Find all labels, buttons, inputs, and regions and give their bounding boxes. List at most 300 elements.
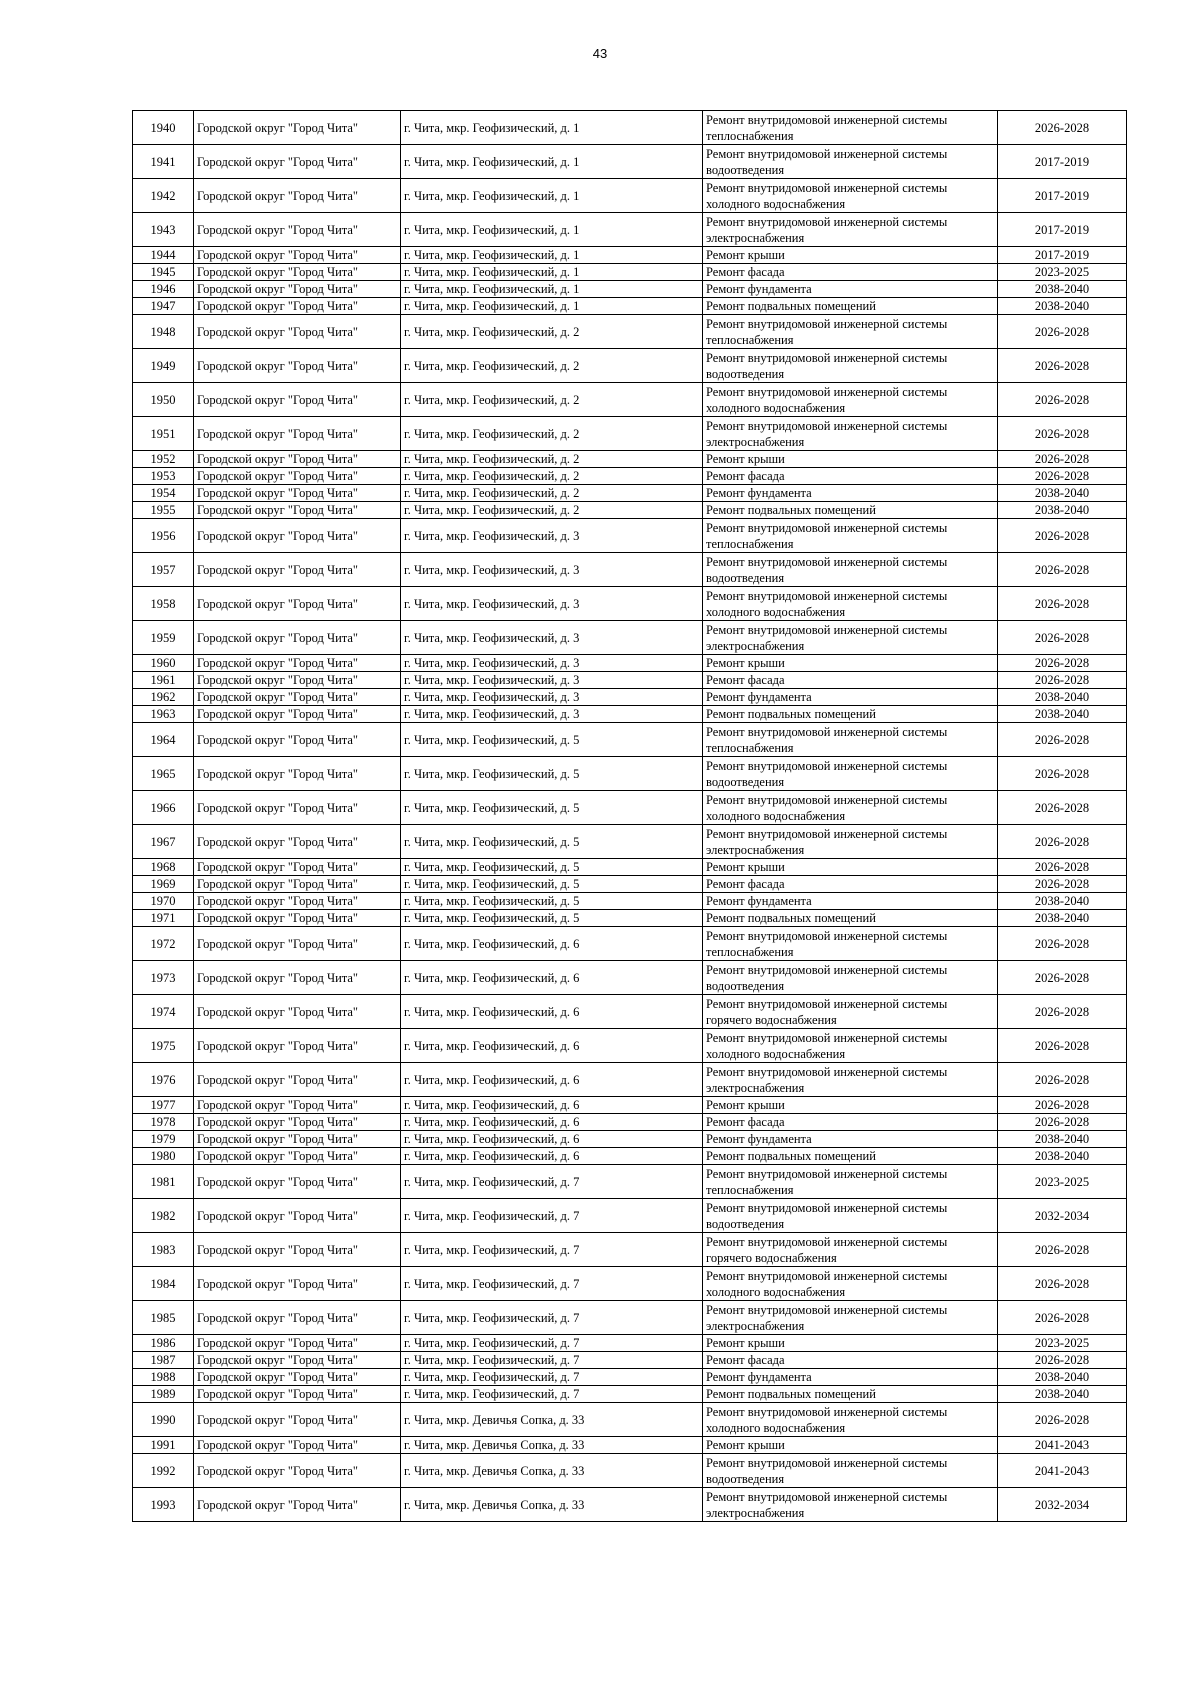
- municipality-cell: Городской округ "Город Чита": [194, 553, 401, 587]
- municipality-cell: Городской округ "Город Чита": [194, 315, 401, 349]
- municipality-cell: Городской округ "Город Чита": [194, 179, 401, 213]
- municipality-cell: Городской округ "Город Чита": [194, 587, 401, 621]
- address-cell: г. Чита, мкр. Геофизический, д. 6: [401, 1097, 703, 1114]
- table-row: [133, 1437, 1127, 1454]
- municipality-cell: Городской округ "Город Чита": [194, 1352, 401, 1369]
- municipality-cell: Городской округ "Город Чита": [194, 655, 401, 672]
- table-row: [133, 485, 1127, 502]
- table-row: [133, 995, 1127, 1029]
- row-number-cell: 1967: [133, 825, 194, 859]
- municipality-cell: Городской округ "Город Чита": [194, 451, 401, 468]
- row-number-cell: 1940: [133, 111, 194, 145]
- period-cell: 2026-2028: [998, 417, 1127, 451]
- table-row: [133, 213, 1127, 247]
- period-cell: 2026-2028: [998, 349, 1127, 383]
- period-cell: 2023-2025: [998, 1165, 1127, 1199]
- row-number-cell: 1958: [133, 587, 194, 621]
- row-number-cell: 1982: [133, 1199, 194, 1233]
- table-row: [133, 1165, 1127, 1199]
- period-cell: 2026-2028: [998, 791, 1127, 825]
- period-cell: 2026-2028: [998, 757, 1127, 791]
- municipality-cell: Городской округ "Город Чита": [194, 213, 401, 247]
- address-cell: г. Чита, мкр. Геофизический, д. 1: [401, 298, 703, 315]
- table-row: [133, 723, 1127, 757]
- row-number-cell: 1962: [133, 689, 194, 706]
- table-row: [133, 451, 1127, 468]
- period-cell: 2026-2028: [998, 1233, 1127, 1267]
- table-row: [133, 264, 1127, 281]
- work-type-cell: Ремонт крыши: [703, 1335, 998, 1352]
- municipality-cell: Городской округ "Город Чита": [194, 1199, 401, 1233]
- address-cell: г. Чита, мкр. Геофизический, д. 3: [401, 706, 703, 723]
- row-number-cell: 1957: [133, 553, 194, 587]
- work-type-cell: Ремонт внутридомовой инженерной системы теплоснабжения: [703, 723, 998, 757]
- work-type-cell: Ремонт внутридомовой инженерной системы электроснабжения: [703, 213, 998, 247]
- municipality-cell: Городской округ "Город Чита": [194, 1097, 401, 1114]
- work-type-cell: Ремонт фундамента: [703, 281, 998, 298]
- period-cell: 2038-2040: [998, 1369, 1127, 1386]
- table-row: [133, 672, 1127, 689]
- municipality-cell: Городской округ "Город Чита": [194, 1335, 401, 1352]
- work-type-cell: Ремонт крыши: [703, 247, 998, 264]
- period-cell: 2026-2028: [998, 859, 1127, 876]
- period-cell: 2026-2028: [998, 315, 1127, 349]
- address-cell: г. Чита, мкр. Геофизический, д. 6: [401, 1029, 703, 1063]
- period-cell: 2026-2028: [998, 519, 1127, 553]
- address-cell: г. Чита, мкр. Геофизический, д. 1: [401, 247, 703, 264]
- address-cell: г. Чита, мкр. Геофизический, д. 3: [401, 519, 703, 553]
- municipality-cell: Городской округ "Город Чита": [194, 791, 401, 825]
- address-cell: г. Чита, мкр. Геофизический, д. 3: [401, 621, 703, 655]
- work-type-cell: Ремонт крыши: [703, 859, 998, 876]
- work-type-cell: Ремонт фасада: [703, 1352, 998, 1369]
- address-cell: г. Чита, мкр. Геофизический, д. 6: [401, 961, 703, 995]
- address-cell: г. Чита, мкр. Геофизический, д. 2: [401, 383, 703, 417]
- table-row: [133, 298, 1127, 315]
- address-cell: г. Чита, мкр. Геофизический, д. 7: [401, 1233, 703, 1267]
- table-row: [133, 247, 1127, 264]
- period-cell: 2026-2028: [998, 1267, 1127, 1301]
- row-number-cell: 1973: [133, 961, 194, 995]
- row-number-cell: 1944: [133, 247, 194, 264]
- row-number-cell: 1942: [133, 179, 194, 213]
- municipality-cell: Городской округ "Город Чита": [194, 1488, 401, 1522]
- row-number-cell: 1987: [133, 1352, 194, 1369]
- work-type-cell: Ремонт внутридомовой инженерной системы холодного водоснабжения: [703, 587, 998, 621]
- table-row: [133, 1488, 1127, 1522]
- address-cell: г. Чита, мкр. Геофизический, д. 2: [401, 417, 703, 451]
- work-type-cell: Ремонт подвальных помещений: [703, 910, 998, 927]
- row-number-cell: 1981: [133, 1165, 194, 1199]
- work-type-cell: Ремонт крыши: [703, 451, 998, 468]
- work-type-cell: Ремонт внутридомовой инженерной системы теплоснабжения: [703, 519, 998, 553]
- work-type-cell: Ремонт внутридомовой инженерной системы теплоснабжения: [703, 111, 998, 145]
- address-cell: г. Чита, мкр. Геофизический, д. 7: [401, 1386, 703, 1403]
- row-number-cell: 1961: [133, 672, 194, 689]
- row-number-cell: 1976: [133, 1063, 194, 1097]
- address-cell: г. Чита, мкр. Геофизический, д. 7: [401, 1199, 703, 1233]
- row-number-cell: 1965: [133, 757, 194, 791]
- period-cell: 2041-2043: [998, 1454, 1127, 1488]
- row-number-cell: 1941: [133, 145, 194, 179]
- municipality-cell: Городской округ "Город Чита": [194, 349, 401, 383]
- period-cell: 2038-2040: [998, 281, 1127, 298]
- period-cell: 2026-2028: [998, 723, 1127, 757]
- address-cell: г. Чита, мкр. Геофизический, д. 2: [401, 502, 703, 519]
- table-row: [133, 281, 1127, 298]
- repair-schedule-table: [132, 110, 1127, 1522]
- period-cell: 2038-2040: [998, 910, 1127, 927]
- address-cell: г. Чита, мкр. Геофизический, д. 1: [401, 213, 703, 247]
- period-cell: 2026-2028: [998, 927, 1127, 961]
- table-row: [133, 706, 1127, 723]
- row-number-cell: 1988: [133, 1369, 194, 1386]
- row-number-cell: 1980: [133, 1148, 194, 1165]
- row-number-cell: 1974: [133, 995, 194, 1029]
- period-cell: 2038-2040: [998, 1131, 1127, 1148]
- municipality-cell: Городской округ "Город Чита": [194, 893, 401, 910]
- period-cell: 2017-2019: [998, 179, 1127, 213]
- work-type-cell: Ремонт фасада: [703, 264, 998, 281]
- work-type-cell: Ремонт фундамента: [703, 1369, 998, 1386]
- row-number-cell: 1978: [133, 1114, 194, 1131]
- table-row: [133, 417, 1127, 451]
- work-type-cell: Ремонт внутридомовой инженерной системы холодного водоснабжения: [703, 383, 998, 417]
- address-cell: г. Чита, мкр. Геофизический, д. 5: [401, 825, 703, 859]
- period-cell: 2026-2028: [998, 468, 1127, 485]
- period-cell: 2026-2028: [998, 1403, 1127, 1437]
- municipality-cell: Городской округ "Город Чита": [194, 111, 401, 145]
- row-number-cell: 1984: [133, 1267, 194, 1301]
- municipality-cell: Городской округ "Город Чита": [194, 383, 401, 417]
- table-row: [133, 1114, 1127, 1131]
- period-cell: 2026-2028: [998, 383, 1127, 417]
- period-cell: 2026-2028: [998, 1352, 1127, 1369]
- period-cell: 2026-2028: [998, 1301, 1127, 1335]
- address-cell: г. Чита, мкр. Геофизический, д. 3: [401, 672, 703, 689]
- row-number-cell: 1954: [133, 485, 194, 502]
- address-cell: г. Чита, мкр. Геофизический, д. 3: [401, 587, 703, 621]
- period-cell: 2038-2040: [998, 689, 1127, 706]
- municipality-cell: Городской округ "Город Чита": [194, 1369, 401, 1386]
- row-number-cell: 1985: [133, 1301, 194, 1335]
- address-cell: г. Чита, мкр. Геофизический, д. 6: [401, 1148, 703, 1165]
- row-number-cell: 1971: [133, 910, 194, 927]
- municipality-cell: Городской округ "Город Чита": [194, 1165, 401, 1199]
- table-row: [133, 111, 1127, 145]
- municipality-cell: Городской округ "Город Чита": [194, 468, 401, 485]
- address-cell: г. Чита, мкр. Геофизический, д. 7: [401, 1369, 703, 1386]
- work-type-cell: Ремонт внутридомовой инженерной системы теплоснабжения: [703, 927, 998, 961]
- work-type-cell: Ремонт внутридомовой инженерной системы водоотведения: [703, 961, 998, 995]
- table-row: [133, 1148, 1127, 1165]
- municipality-cell: Городской округ "Город Чита": [194, 1437, 401, 1454]
- period-cell: 2032-2034: [998, 1488, 1127, 1522]
- row-number-cell: 1963: [133, 706, 194, 723]
- municipality-cell: Городской округ "Город Чита": [194, 723, 401, 757]
- municipality-cell: Городской округ "Город Чита": [194, 757, 401, 791]
- address-cell: г. Чита, мкр. Девичья Сопка, д. 33: [401, 1403, 703, 1437]
- address-cell: г. Чита, мкр. Геофизический, д. 1: [401, 281, 703, 298]
- period-cell: 2032-2034: [998, 1199, 1127, 1233]
- municipality-cell: Городской округ "Город Чита": [194, 298, 401, 315]
- work-type-cell: Ремонт внутридомовой инженерной системы холодного водоснабжения: [703, 1029, 998, 1063]
- table-row: [133, 519, 1127, 553]
- address-cell: г. Чита, мкр. Геофизический, д. 5: [401, 893, 703, 910]
- address-cell: г. Чита, мкр. Геофизический, д. 7: [401, 1165, 703, 1199]
- period-cell: 2026-2028: [998, 876, 1127, 893]
- address-cell: г. Чита, мкр. Геофизический, д. 5: [401, 791, 703, 825]
- period-cell: 2026-2028: [998, 1063, 1127, 1097]
- row-number-cell: 1969: [133, 876, 194, 893]
- row-number-cell: 1950: [133, 383, 194, 417]
- table-row: [133, 1199, 1127, 1233]
- row-number-cell: 1951: [133, 417, 194, 451]
- table-row: [133, 1335, 1127, 1352]
- work-type-cell: Ремонт подвальных помещений: [703, 1148, 998, 1165]
- table-row: [133, 1454, 1127, 1488]
- table-row: [133, 1403, 1127, 1437]
- municipality-cell: Городской округ "Город Чита": [194, 264, 401, 281]
- period-cell: 2026-2028: [998, 655, 1127, 672]
- period-cell: 2038-2040: [998, 502, 1127, 519]
- municipality-cell: Городской округ "Город Чита": [194, 1386, 401, 1403]
- table-row: [133, 383, 1127, 417]
- table-row: [133, 1301, 1127, 1335]
- work-type-cell: Ремонт внутридомовой инженерной системы электроснабжения: [703, 1488, 998, 1522]
- table-row: [133, 757, 1127, 791]
- work-type-cell: Ремонт фасада: [703, 468, 998, 485]
- address-cell: г. Чита, мкр. Геофизический, д. 6: [401, 1063, 703, 1097]
- row-number-cell: 1970: [133, 893, 194, 910]
- work-type-cell: Ремонт внутридомовой инженерной системы электроснабжения: [703, 621, 998, 655]
- table-row: [133, 179, 1127, 213]
- row-number-cell: 1964: [133, 723, 194, 757]
- address-cell: г. Чита, мкр. Геофизический, д. 3: [401, 689, 703, 706]
- row-number-cell: 1968: [133, 859, 194, 876]
- municipality-cell: Городской округ "Город Чита": [194, 876, 401, 893]
- municipality-cell: Городской округ "Город Чита": [194, 247, 401, 264]
- table-row: [133, 655, 1127, 672]
- work-type-cell: Ремонт внутридомовой инженерной системы горячего водоснабжения: [703, 995, 998, 1029]
- municipality-cell: Городской округ "Город Чита": [194, 519, 401, 553]
- row-number-cell: 1953: [133, 468, 194, 485]
- table-row: [133, 910, 1127, 927]
- address-cell: г. Чита, мкр. Геофизический, д. 7: [401, 1352, 703, 1369]
- municipality-cell: Городской округ "Город Чита": [194, 281, 401, 298]
- municipality-cell: Городской округ "Город Чита": [194, 1301, 401, 1335]
- address-cell: г. Чита, мкр. Геофизический, д. 6: [401, 1114, 703, 1131]
- municipality-cell: Городской округ "Город Чита": [194, 995, 401, 1029]
- work-type-cell: Ремонт внутридомовой инженерной системы водоотведения: [703, 349, 998, 383]
- address-cell: г. Чита, мкр. Геофизический, д. 5: [401, 859, 703, 876]
- table-row: [133, 621, 1127, 655]
- table-row: [133, 825, 1127, 859]
- work-type-cell: Ремонт внутридомовой инженерной системы холодного водоснабжения: [703, 791, 998, 825]
- municipality-cell: Городской округ "Город Чита": [194, 1063, 401, 1097]
- work-type-cell: Ремонт крыши: [703, 655, 998, 672]
- row-number-cell: 1956: [133, 519, 194, 553]
- row-number-cell: 1966: [133, 791, 194, 825]
- address-cell: г. Чита, мкр. Геофизический, д. 6: [401, 927, 703, 961]
- period-cell: 2023-2025: [998, 1335, 1127, 1352]
- table-row: [133, 587, 1127, 621]
- period-cell: 2023-2025: [998, 264, 1127, 281]
- period-cell: 2017-2019: [998, 213, 1127, 247]
- address-cell: г. Чита, мкр. Геофизический, д. 7: [401, 1267, 703, 1301]
- work-type-cell: Ремонт внутридомовой инженерной системы теплоснабжения: [703, 315, 998, 349]
- row-number-cell: 1949: [133, 349, 194, 383]
- table-body: [133, 111, 1127, 1522]
- row-number-cell: 1986: [133, 1335, 194, 1352]
- row-number-cell: 1977: [133, 1097, 194, 1114]
- municipality-cell: Городской округ "Город Чита": [194, 1029, 401, 1063]
- municipality-cell: Городской округ "Город Чита": [194, 1131, 401, 1148]
- table-row: [133, 689, 1127, 706]
- row-number-cell: 1989: [133, 1386, 194, 1403]
- work-type-cell: Ремонт внутридомовой инженерной системы водоотведения: [703, 1454, 998, 1488]
- work-type-cell: Ремонт фасада: [703, 1114, 998, 1131]
- address-cell: г. Чита, мкр. Геофизический, д. 6: [401, 995, 703, 1029]
- municipality-cell: Городской округ "Город Чита": [194, 145, 401, 179]
- address-cell: г. Чита, мкр. Геофизический, д. 5: [401, 876, 703, 893]
- table-row: [133, 468, 1127, 485]
- period-cell: 2026-2028: [998, 111, 1127, 145]
- table-row: [133, 876, 1127, 893]
- municipality-cell: Городской округ "Город Чита": [194, 910, 401, 927]
- row-number-cell: 1979: [133, 1131, 194, 1148]
- period-cell: 2026-2028: [998, 961, 1127, 995]
- row-number-cell: 1960: [133, 655, 194, 672]
- municipality-cell: Городской округ "Город Чита": [194, 485, 401, 502]
- table-row: [133, 1233, 1127, 1267]
- address-cell: г. Чита, мкр. Геофизический, д. 2: [401, 451, 703, 468]
- municipality-cell: Городской округ "Город Чита": [194, 859, 401, 876]
- period-cell: 2038-2040: [998, 893, 1127, 910]
- work-type-cell: Ремонт внутридомовой инженерной системы водоотведения: [703, 553, 998, 587]
- municipality-cell: Городской округ "Город Чита": [194, 1454, 401, 1488]
- municipality-cell: Городской округ "Город Чита": [194, 825, 401, 859]
- period-cell: 2038-2040: [998, 1148, 1127, 1165]
- work-type-cell: Ремонт внутридомовой инженерной системы горячего водоснабжения: [703, 1233, 998, 1267]
- work-type-cell: Ремонт внутридомовой инженерной системы электроснабжения: [703, 1063, 998, 1097]
- address-cell: г. Чита, мкр. Геофизический, д. 5: [401, 910, 703, 927]
- period-cell: 2041-2043: [998, 1437, 1127, 1454]
- address-cell: г. Чита, мкр. Геофизический, д. 5: [401, 757, 703, 791]
- work-type-cell: Ремонт подвальных помещений: [703, 706, 998, 723]
- address-cell: г. Чита, мкр. Геофизический, д. 1: [401, 111, 703, 145]
- row-number-cell: 1948: [133, 315, 194, 349]
- work-type-cell: Ремонт подвальных помещений: [703, 1386, 998, 1403]
- address-cell: г. Чита, мкр. Геофизический, д. 6: [401, 1131, 703, 1148]
- work-type-cell: Ремонт внутридомовой инженерной системы холодного водоснабжения: [703, 179, 998, 213]
- table-row: [133, 859, 1127, 876]
- period-cell: 2026-2028: [998, 672, 1127, 689]
- municipality-cell: Городской округ "Город Чита": [194, 1148, 401, 1165]
- work-type-cell: Ремонт крыши: [703, 1097, 998, 1114]
- address-cell: г. Чита, мкр. Геофизический, д. 3: [401, 655, 703, 672]
- row-number-cell: 1947: [133, 298, 194, 315]
- row-number-cell: 1993: [133, 1488, 194, 1522]
- table-row: [133, 893, 1127, 910]
- period-cell: 2026-2028: [998, 1114, 1127, 1131]
- period-cell: 2017-2019: [998, 145, 1127, 179]
- work-type-cell: Ремонт крыши: [703, 1437, 998, 1454]
- period-cell: 2038-2040: [998, 1386, 1127, 1403]
- work-type-cell: Ремонт внутридомовой инженерной системы водоотведения: [703, 145, 998, 179]
- row-number-cell: 1991: [133, 1437, 194, 1454]
- row-number-cell: 1992: [133, 1454, 194, 1488]
- table-row: [133, 553, 1127, 587]
- municipality-cell: Городской округ "Город Чита": [194, 1267, 401, 1301]
- municipality-cell: Городской округ "Город Чита": [194, 417, 401, 451]
- period-cell: 2026-2028: [998, 553, 1127, 587]
- period-cell: 2026-2028: [998, 451, 1127, 468]
- municipality-cell: Городской округ "Город Чита": [194, 689, 401, 706]
- work-type-cell: Ремонт внутридомовой инженерной системы электроснабжения: [703, 1301, 998, 1335]
- table-row: [133, 961, 1127, 995]
- period-cell: 2017-2019: [998, 247, 1127, 264]
- row-number-cell: 1952: [133, 451, 194, 468]
- address-cell: г. Чита, мкр. Девичья Сопка, д. 33: [401, 1437, 703, 1454]
- table-row: [133, 1267, 1127, 1301]
- table-row: [133, 145, 1127, 179]
- table-row: [133, 1097, 1127, 1114]
- address-cell: г. Чита, мкр. Геофизический, д. 1: [401, 264, 703, 281]
- work-type-cell: Ремонт фундамента: [703, 1131, 998, 1148]
- row-number-cell: 1959: [133, 621, 194, 655]
- table-row: [133, 1369, 1127, 1386]
- work-type-cell: Ремонт фундамента: [703, 893, 998, 910]
- period-cell: 2026-2028: [998, 587, 1127, 621]
- table-row: [133, 349, 1127, 383]
- row-number-cell: 1955: [133, 502, 194, 519]
- work-type-cell: Ремонт внутридомовой инженерной системы электроснабжения: [703, 417, 998, 451]
- work-type-cell: Ремонт внутридомовой инженерной системы холодного водоснабжения: [703, 1403, 998, 1437]
- address-cell: г. Чита, мкр. Девичья Сопка, д. 33: [401, 1488, 703, 1522]
- table-row: [133, 1352, 1127, 1369]
- table-row: [133, 927, 1127, 961]
- address-cell: г. Чита, мкр. Геофизический, д. 2: [401, 468, 703, 485]
- table-row: [133, 315, 1127, 349]
- address-cell: г. Чита, мкр. Геофизический, д. 2: [401, 485, 703, 502]
- address-cell: г. Чита, мкр. Геофизический, д. 2: [401, 349, 703, 383]
- period-cell: 2038-2040: [998, 706, 1127, 723]
- work-type-cell: Ремонт фасада: [703, 672, 998, 689]
- period-cell: 2026-2028: [998, 621, 1127, 655]
- municipality-cell: Городской округ "Город Чита": [194, 1403, 401, 1437]
- address-cell: г. Чита, мкр. Геофизический, д. 5: [401, 723, 703, 757]
- table-row: [133, 1029, 1127, 1063]
- period-cell: 2026-2028: [998, 1029, 1127, 1063]
- page-number: 43: [592, 46, 608, 61]
- row-number-cell: 1946: [133, 281, 194, 298]
- municipality-cell: Городской округ "Город Чита": [194, 672, 401, 689]
- work-type-cell: Ремонт внутридомовой инженерной системы электроснабжения: [703, 825, 998, 859]
- table-row: [133, 1063, 1127, 1097]
- row-number-cell: 1943: [133, 213, 194, 247]
- period-cell: 2026-2028: [998, 825, 1127, 859]
- period-cell: 2026-2028: [998, 1097, 1127, 1114]
- address-cell: г. Чита, мкр. Геофизический, д. 7: [401, 1301, 703, 1335]
- period-cell: 2038-2040: [998, 485, 1127, 502]
- work-type-cell: Ремонт подвальных помещений: [703, 502, 998, 519]
- municipality-cell: Городской округ "Город Чита": [194, 621, 401, 655]
- row-number-cell: 1975: [133, 1029, 194, 1063]
- table-row: [133, 502, 1127, 519]
- work-type-cell: Ремонт фасада: [703, 876, 998, 893]
- address-cell: г. Чита, мкр. Геофизический, д. 1: [401, 179, 703, 213]
